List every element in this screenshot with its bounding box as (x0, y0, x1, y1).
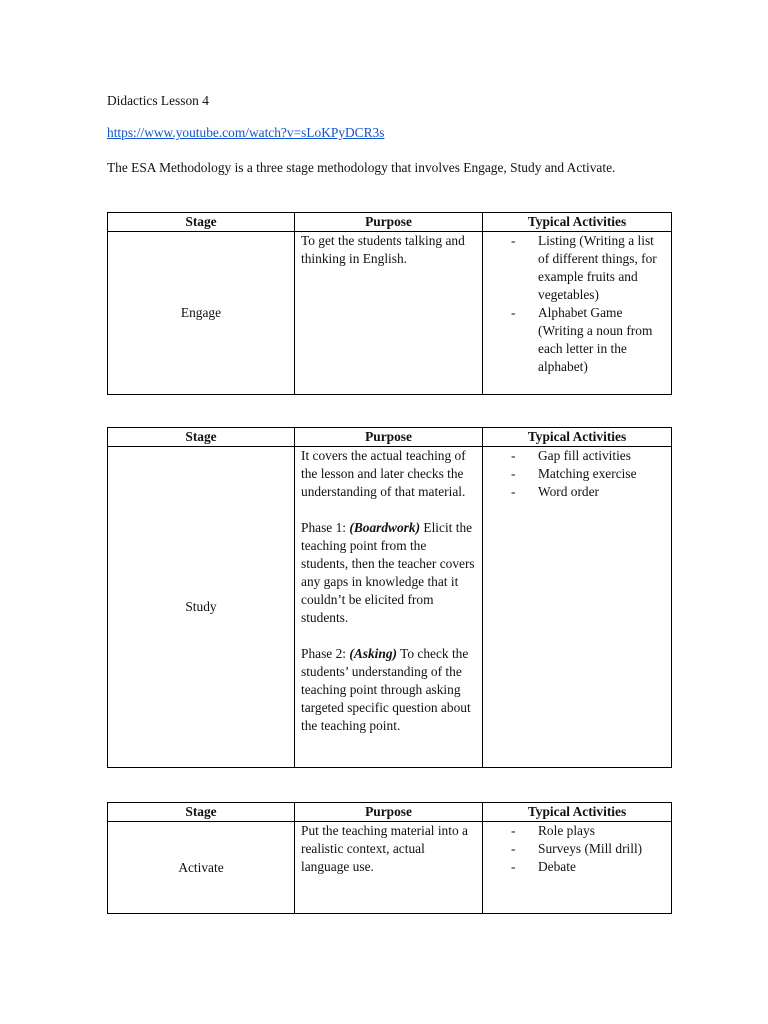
stage-header: Stage (108, 213, 295, 232)
activities-cell (483, 447, 672, 768)
list-item: - Word order (511, 483, 665, 501)
stage-cell: Activate (108, 822, 295, 914)
youtube-link[interactable]: https://www.youtube.com/watch?v=sLoKPyDCR3s (107, 125, 385, 140)
list-item: - Gap fill activities (511, 447, 665, 465)
activities-list (489, 447, 665, 501)
purpose-cell: To get the students talking and thinking in English. (295, 232, 483, 395)
phase-1-prefix: Phase 1: (301, 520, 350, 535)
purpose-cell: Put the teaching material into a realistic context, actual language use. (295, 822, 483, 914)
phase-1-label: (Boardwork) (349, 520, 421, 535)
stage-header: Stage (108, 428, 295, 447)
list-item: - Debate (511, 858, 665, 876)
activities-list (489, 822, 665, 876)
list-item: - Matching exercise (511, 465, 665, 483)
purpose-header: Purpose (295, 803, 483, 822)
table-row (108, 822, 672, 914)
table-header-row (108, 803, 672, 822)
intro-paragraph: The ESA Methodology is a three stage methodology that involves Engage, Study and Activate. (107, 160, 616, 175)
purpose-header: Purpose (295, 213, 483, 232)
phase-1-paragraph (301, 519, 476, 627)
activities-header: Typical Activities (483, 213, 672, 232)
activate-table (107, 802, 672, 914)
list-item: - Listing (Writing a list of different things, for example fruits and vegetables) (511, 232, 665, 304)
table-row (108, 447, 672, 768)
purpose-cell (295, 447, 483, 768)
activities-header: Typical Activities (483, 803, 672, 822)
document-title: Didactics Lesson 4 (107, 93, 209, 108)
stage-header: Stage (108, 803, 295, 822)
activities-header: Typical Activities (483, 428, 672, 447)
purpose-intro: It covers the actual teaching of the lesson and later checks the understanding of that material. (301, 448, 466, 499)
engage-table (107, 212, 672, 395)
phase-1-text: Elicit the teaching point from the students, then the teacher covers any gaps in knowledge that it couldn’t be elicited from students. (301, 520, 475, 625)
phase-2-prefix: Phase 2: (301, 646, 350, 661)
purpose-header: Purpose (295, 428, 483, 447)
activities-cell (483, 822, 672, 914)
stage-cell: Engage (108, 232, 295, 395)
table-header-row (108, 428, 672, 447)
activities-cell (483, 232, 672, 395)
activities-list (489, 232, 665, 376)
phase-2-text: To check the students’ understanding of the teaching point through asking targeted specific question about the teaching point. (301, 646, 471, 733)
phase-2-paragraph (301, 645, 476, 735)
phase-2-label: (Asking) (349, 646, 397, 661)
study-table (107, 427, 672, 768)
list-item: - Role plays (511, 822, 665, 840)
stage-cell: Study (108, 447, 295, 768)
list-item: - Surveys (Mill drill) (511, 840, 665, 858)
table-header-row (108, 213, 672, 232)
list-item: - Alphabet Game (Writing a noun from each letter in the alphabet) (511, 304, 665, 376)
table-row (108, 232, 672, 395)
